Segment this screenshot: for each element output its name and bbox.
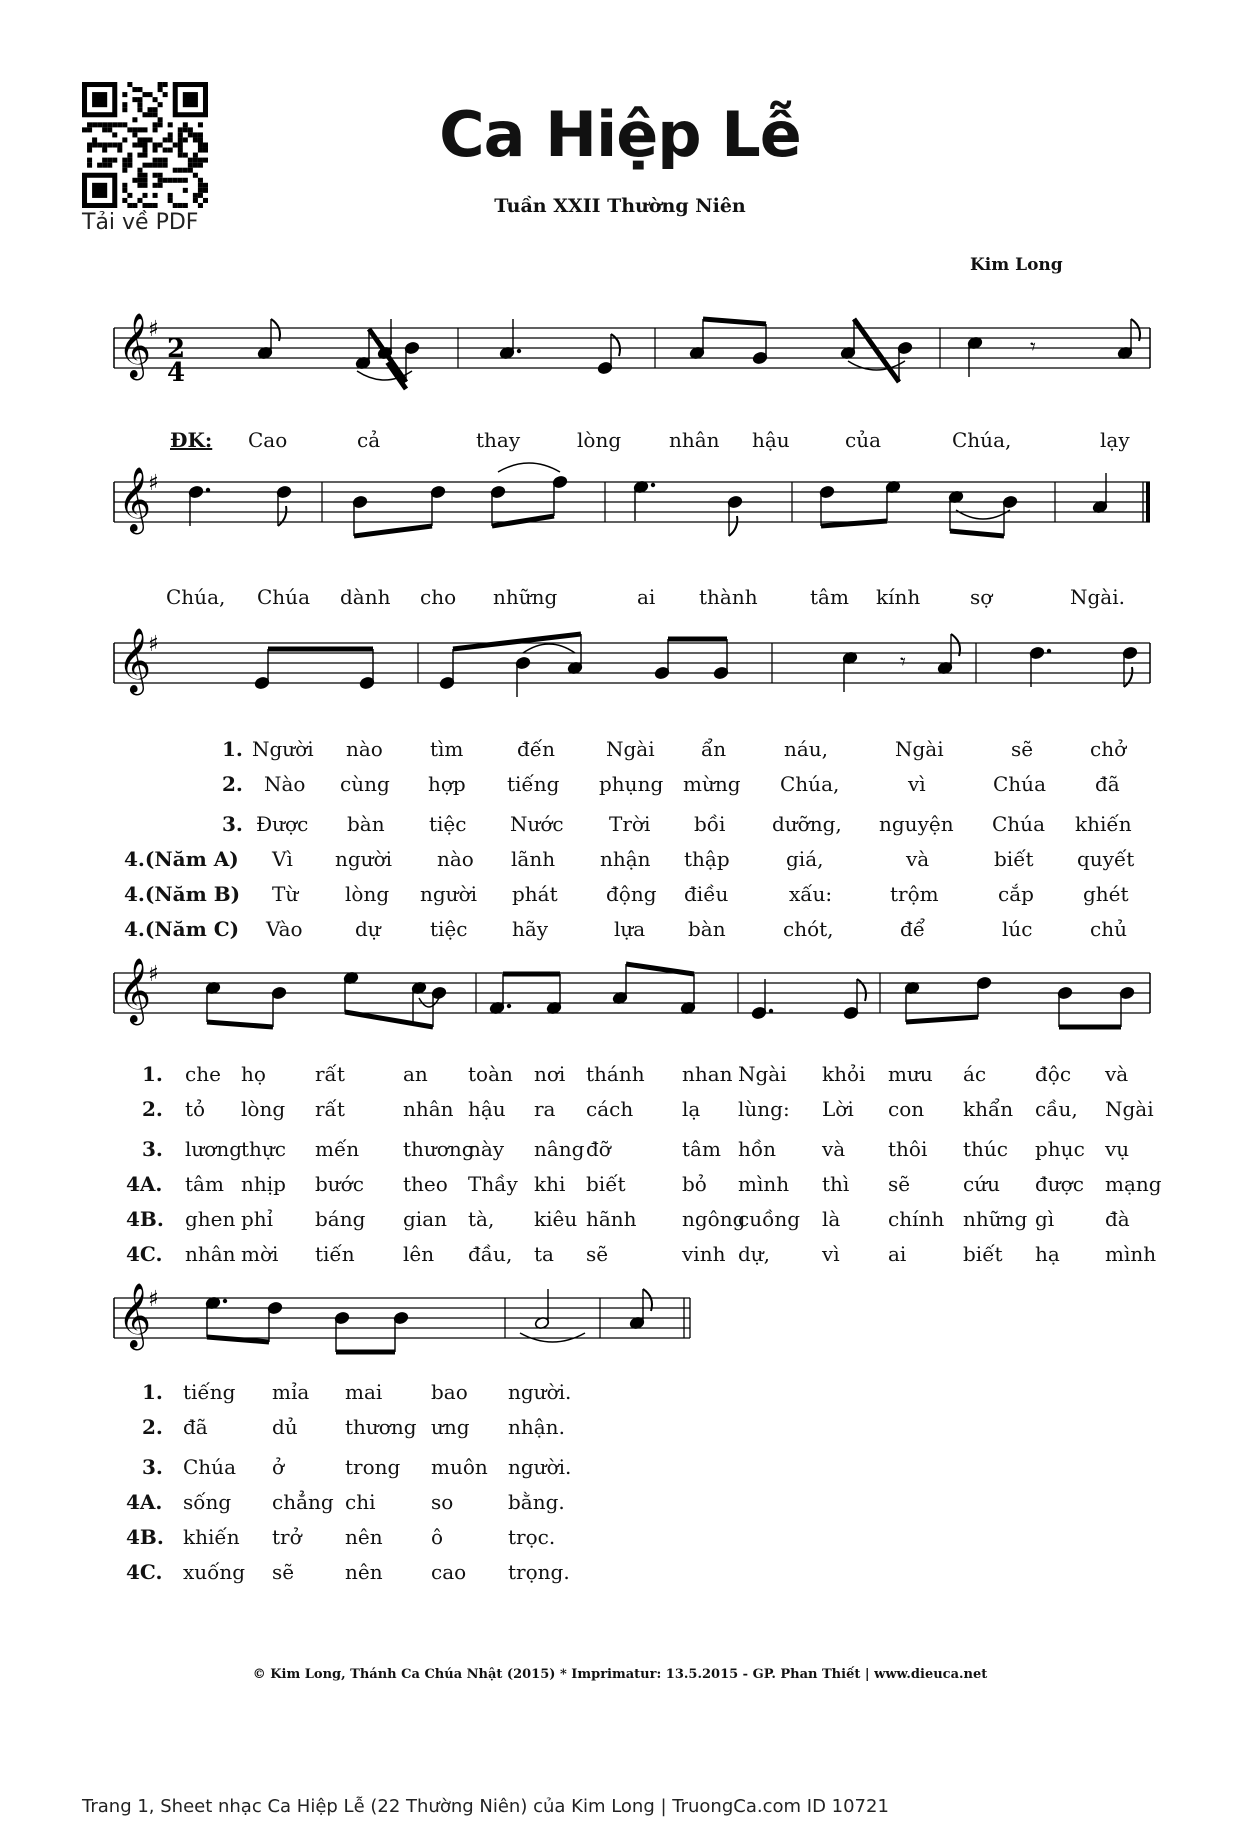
key-signature-sharp: ♯ <box>148 317 159 342</box>
lyric-word: biết <box>994 847 1034 871</box>
lyric-word: dự, <box>738 1242 771 1266</box>
lyric-word: khiến <box>1075 812 1132 836</box>
lyric-word: thì <box>822 1172 850 1196</box>
lyric-word: cứu <box>963 1172 1000 1196</box>
slur <box>523 644 575 653</box>
slur <box>956 510 1010 519</box>
eighth-rest: 𝄾 <box>1030 335 1036 360</box>
lyric-word: cắp <box>998 882 1034 906</box>
verse-label: 1. <box>142 1062 163 1086</box>
lyric-word: đầu, <box>468 1242 513 1266</box>
lyric-word: Chúa <box>992 812 1045 836</box>
lyric-word: người. <box>508 1455 572 1479</box>
lyric-word: chở <box>1090 737 1127 761</box>
lyric-word: Ngài <box>895 737 944 761</box>
lyric-word: đỡ <box>586 1137 611 1161</box>
lyric-word: người <box>335 847 393 871</box>
lyric-word: sẽ <box>888 1172 911 1196</box>
lyric-word: ô <box>431 1525 444 1549</box>
lyric-word: kiêu <box>534 1207 578 1231</box>
time-sig-top: 2 <box>167 334 186 364</box>
lyric-word: vì <box>908 772 926 796</box>
lyric-word: biết <box>963 1242 1003 1266</box>
lyric-word: Nào <box>264 772 306 796</box>
treble-clef: 𝄞 <box>118 958 152 1023</box>
lyric-word: kính <box>876 585 921 609</box>
beam <box>207 1022 273 1027</box>
lyric-word: mời <box>241 1242 279 1266</box>
lyric-word: tâm <box>185 1172 224 1196</box>
lyric-word: nguyện <box>879 812 954 836</box>
lyric-word: hãy <box>512 917 549 941</box>
lyric-word: tìm <box>430 737 464 761</box>
lyric-word: điều <box>684 882 729 906</box>
lyric-word: hồn <box>738 1137 776 1161</box>
lyric-word: cách <box>586 1097 634 1121</box>
lyric-word: tiếng <box>507 772 560 796</box>
copyright-line: © Kim Long, Thánh Ca Chúa Nhật (2015) * Imprimatur: 13.5.2015 - GP. Phan Thiết | www.dieuca.net <box>252 1667 988 1682</box>
lyric-word: nhân <box>185 1242 236 1266</box>
lyric-word: lòng <box>577 428 622 452</box>
lyric-word: bồi <box>694 812 726 836</box>
lyric-word: lạy <box>1100 428 1130 452</box>
verse-label: 4.(Năm B) <box>124 882 241 906</box>
lyric-word: ưng <box>431 1415 470 1439</box>
lyric-word: an <box>403 1062 428 1086</box>
lyric-word: để <box>900 917 926 941</box>
lyric-word: Chúa <box>183 1455 236 1479</box>
beam <box>906 1017 978 1022</box>
lyric-word: của <box>845 428 882 452</box>
lyric-word: cùng <box>340 772 390 796</box>
lyric-word: nhan <box>682 1062 733 1086</box>
lyric-word: vinh <box>682 1242 726 1266</box>
page-info: Trang 1, Sheet nhạc Ca Hiệp Lễ (22 Thường Niên) của Kim Long | TruongCa.com ID 10721 <box>82 1796 889 1817</box>
lyric-word: hạ <box>1035 1242 1060 1266</box>
lyric-word: tà, <box>468 1207 495 1231</box>
lyric-word: ghen <box>185 1207 236 1231</box>
lyric-word: náu, <box>784 737 829 761</box>
lyric-word: biết <box>586 1172 626 1196</box>
lyric-word: cầu, <box>1035 1097 1078 1121</box>
lyric-word: Được <box>256 812 309 836</box>
lyric-word: toàn <box>468 1062 513 1086</box>
note-dot <box>507 1004 511 1008</box>
lyric-word: ẩn <box>701 737 727 761</box>
note-dot <box>651 483 655 487</box>
lyric-word: mai <box>345 1380 383 1404</box>
lyric-word: ở <box>272 1455 285 1479</box>
lyric-word: cả <box>357 428 381 452</box>
note-dot <box>1047 649 1051 653</box>
lyric-word: lên <box>403 1242 435 1266</box>
lyric-word: ai <box>637 585 656 609</box>
lyric-word: gì <box>1035 1207 1055 1231</box>
lyric-word: chính <box>888 1207 945 1231</box>
treble-clef: 𝄞 <box>118 1283 152 1348</box>
lyric-word: tỏ <box>185 1097 206 1121</box>
lyric-word: cho <box>420 585 457 609</box>
slur <box>498 463 560 472</box>
lyric-word: lòng <box>345 882 390 906</box>
verse-label: 3. <box>142 1137 163 1161</box>
lyric-word: động <box>606 882 657 906</box>
lyric-word: trở <box>272 1525 302 1549</box>
lyric-word: nơi <box>534 1062 566 1086</box>
lyric-word: người. <box>508 1380 572 1404</box>
verse-label: 4A. <box>126 1490 163 1514</box>
verse-label: 2. <box>142 1097 163 1121</box>
lyric-word: phụng <box>599 772 664 796</box>
refrain-label: ĐK: <box>170 428 213 452</box>
lyric-word: sẽ <box>272 1560 295 1584</box>
lyric-word: giá, <box>786 847 824 871</box>
final-barline <box>1146 482 1150 522</box>
lyric-word: họ <box>241 1062 266 1086</box>
lyric-word: Chúa <box>257 585 310 609</box>
lyric-word: mình <box>738 1172 790 1196</box>
lyric-word: nên <box>345 1525 383 1549</box>
lyric-word: Chúa, <box>166 585 226 609</box>
verse-label: 2. <box>222 772 243 796</box>
lyric-word: là <box>822 1207 841 1231</box>
note-dot <box>517 349 521 353</box>
lyric-word: nên <box>345 1560 383 1584</box>
lyric-word: nhân <box>403 1097 454 1121</box>
song-title: Ca Hiệp Lễ <box>439 98 801 171</box>
lyric-word: cuồng <box>738 1207 801 1231</box>
lyric-word: bằng. <box>508 1490 565 1514</box>
verse-label: 3. <box>142 1455 163 1479</box>
lyric-word: lãnh <box>511 847 556 871</box>
lyric-word: thành <box>699 585 758 609</box>
lyric-word: con <box>888 1097 925 1121</box>
lyric-word: khi <box>534 1172 566 1196</box>
lyric-word: nhận. <box>508 1415 565 1439</box>
composer-name: Kim Long <box>970 255 1063 275</box>
lyric-word: xuống <box>183 1560 246 1584</box>
lyric-word: trộm <box>890 882 939 906</box>
lyric-word: Ngài <box>738 1062 787 1086</box>
verse-label: 4A. <box>126 1172 163 1196</box>
lyric-word: ngông <box>682 1207 746 1231</box>
lyric-word: thánh <box>586 1062 645 1086</box>
lyric-word: Chúa <box>993 772 1046 796</box>
lyric-word: Nước <box>510 812 564 836</box>
lyric-word: thay <box>476 428 521 452</box>
lyric-word: Ngài <box>606 737 655 761</box>
lyric-word: so <box>431 1490 454 1514</box>
beam <box>354 526 432 536</box>
lyric-word: nào <box>346 737 383 761</box>
lyric-word: hãnh <box>586 1207 637 1231</box>
lyric-word: bước <box>315 1172 364 1196</box>
verse-label: 1. <box>222 737 243 761</box>
lyric-word: trong <box>345 1455 401 1479</box>
verse-label: 4C. <box>126 1242 163 1266</box>
lyric-word: và <box>906 847 930 871</box>
download-pdf-link[interactable]: Tải về PDF <box>82 210 199 235</box>
lyric-word: vì <box>822 1242 840 1266</box>
lyric-word: Vào <box>266 917 303 941</box>
song-subtitle: Tuần XXII Thường Niên <box>494 195 746 217</box>
lyric-word: mạng <box>1105 1172 1162 1196</box>
eighth-rest: 𝄾 <box>900 650 906 675</box>
beam <box>703 319 766 324</box>
lyric-word: thực <box>241 1137 286 1161</box>
lyric-word: ghét <box>1083 882 1129 906</box>
lyric-word: rất <box>315 1097 345 1121</box>
lyric-word: lúc <box>1002 917 1033 941</box>
verse-label: 3. <box>222 812 243 836</box>
lyric-word: nhịp <box>241 1172 286 1196</box>
lyric-word: dưỡng, <box>772 812 842 836</box>
note-dot <box>223 1299 227 1303</box>
lyric-word: khiến <box>183 1525 240 1549</box>
key-signature-sharp: ♯ <box>148 962 159 987</box>
lyric-word: Lời <box>822 1097 854 1121</box>
lyric-word: ai <box>888 1242 907 1266</box>
lyric-word: tiếng <box>183 1380 236 1404</box>
lyric-word: này <box>468 1137 505 1161</box>
verse-label: 1. <box>142 1380 163 1404</box>
lyric-word: thôi <box>888 1137 928 1161</box>
lyric-word: xấu: <box>789 882 833 906</box>
lyric-word: sống <box>183 1490 232 1514</box>
lyric-word: lương <box>185 1137 243 1161</box>
verse-label: 4.(Năm A) <box>124 847 239 871</box>
lyric-word: Cao <box>248 428 288 452</box>
treble-clef: 𝄞 <box>118 313 152 378</box>
lyric-word: mừng <box>683 772 741 796</box>
lyric-word: tâm <box>810 585 849 609</box>
lyric-word: ra <box>534 1097 556 1121</box>
lyric-word: mến <box>315 1137 360 1161</box>
lyric-word: tiệc <box>429 812 467 836</box>
lyric-word: dự <box>355 917 381 941</box>
lyric-word: mưu <box>888 1062 933 1086</box>
time-sig-bottom: 4 <box>167 358 186 388</box>
lyric-word: mỉa <box>272 1380 310 1404</box>
lyric-word: thúc <box>963 1137 1008 1161</box>
lyric-word: báng <box>315 1207 366 1231</box>
lyric-word: bỏ <box>682 1172 707 1196</box>
verse-label: 4B. <box>126 1207 164 1231</box>
lyric-word: và <box>822 1137 846 1161</box>
lyric-word: phục <box>1035 1137 1085 1161</box>
lyric-word: được <box>1035 1172 1084 1196</box>
lyric-word: gian <box>403 1207 448 1231</box>
note-flag <box>857 979 866 1001</box>
verse-label: 4C. <box>126 1560 163 1584</box>
lyric-word: hậu <box>468 1097 506 1121</box>
lyric-word: người <box>420 882 478 906</box>
treble-clef: 𝄞 <box>118 628 152 693</box>
lyric-word: sẽ <box>1011 737 1034 761</box>
lyric-word: lạ <box>682 1097 701 1121</box>
lyric-word: trọc. <box>508 1525 556 1549</box>
lyric-word: nhận <box>600 847 651 871</box>
key-signature-sharp: ♯ <box>148 471 159 496</box>
lyric-word: khỏi <box>822 1062 866 1086</box>
lyric-word: chót, <box>783 917 834 941</box>
note-flag <box>729 516 737 536</box>
lyric-word: lòng <box>241 1097 286 1121</box>
beam <box>345 1012 433 1027</box>
lyric-word: ác <box>963 1062 987 1086</box>
lyric-word: nào <box>437 847 474 871</box>
lyric-word: Người <box>252 737 314 761</box>
lyric-word: đã <box>1095 772 1120 796</box>
lyric-word: chủ <box>1090 917 1127 941</box>
note-dot <box>206 488 210 492</box>
lyric-word: Ngài <box>1105 1097 1154 1121</box>
beam <box>492 516 554 526</box>
lyric-word: tiệc <box>430 917 468 941</box>
lyric-word: độc <box>1035 1062 1072 1086</box>
lyric-word: mình <box>1105 1242 1157 1266</box>
lyric-word: che <box>185 1062 221 1086</box>
lyric-word: trọng. <box>508 1560 570 1584</box>
lyric-word: phỉ <box>241 1207 274 1231</box>
lyric-word: sợ <box>970 585 993 609</box>
lyric-word: tâm <box>682 1137 721 1161</box>
lyric-word: và <box>1105 1062 1129 1086</box>
lyric-word: hậu <box>752 428 790 452</box>
lyric-word: Ngài. <box>1070 585 1125 609</box>
lyric-word: nhân <box>669 428 720 452</box>
lyric-word: tiến <box>315 1242 355 1266</box>
verse-label: 4B. <box>126 1525 164 1549</box>
lyric-word: đà <box>1105 1207 1130 1231</box>
lyric-word: chi <box>345 1490 376 1514</box>
key-signature-sharp: ♯ <box>148 632 159 657</box>
note-flag <box>1124 667 1132 687</box>
note-dot <box>769 1009 773 1013</box>
lyric-word: cao <box>431 1560 467 1584</box>
key-signature-sharp: ♯ <box>148 1287 159 1312</box>
lyric-word: quyết <box>1077 847 1135 871</box>
lyric-word: nâng <box>534 1137 585 1161</box>
lyric-word: lùng: <box>738 1097 790 1121</box>
lyric-word: đã <box>183 1415 208 1439</box>
beam <box>950 531 1004 536</box>
lyric-word: bàn <box>688 917 726 941</box>
lyric-word: những <box>493 585 558 609</box>
lyric-word: dành <box>340 585 391 609</box>
beam <box>369 329 406 382</box>
lyric-word: Chúa, <box>952 428 1012 452</box>
lyric-word: thương <box>403 1137 475 1161</box>
lyric-word: những <box>963 1207 1028 1231</box>
verse-label: 4.(Năm C) <box>124 917 240 941</box>
verse-label: 2. <box>142 1415 163 1439</box>
lyric-word: Vì <box>272 847 293 871</box>
lyric-word: ta <box>534 1242 554 1266</box>
lyric-word: chẳng <box>272 1490 334 1514</box>
lyric-word: bao <box>431 1380 468 1404</box>
lyric-word: Từ <box>272 882 299 906</box>
note-flag <box>278 506 286 526</box>
lyric-word: khẩn <box>963 1097 1014 1121</box>
lyric-word: vụ <box>1105 1137 1130 1161</box>
lyric-word: sẽ <box>586 1242 609 1266</box>
lyric-word: bàn <box>347 812 385 836</box>
lyric-word: phát <box>512 882 558 906</box>
lyric-word: lựa <box>614 917 646 941</box>
note-flag <box>611 334 620 356</box>
lyric-word: đến <box>517 737 555 761</box>
lyric-word: Thầy <box>468 1172 518 1196</box>
lyric-word: thập <box>684 847 730 871</box>
lyric-word: theo <box>403 1172 448 1196</box>
lyric-word: muôn <box>431 1455 488 1479</box>
treble-clef: 𝄞 <box>118 467 152 532</box>
lyric-word: hợp <box>428 772 466 796</box>
lyric-word: thương <box>345 1415 417 1439</box>
lyric-word: Trời <box>609 812 651 836</box>
lyric-word: dủ <box>272 1415 298 1439</box>
lyric-word: Chúa, <box>780 772 840 796</box>
slur <box>848 361 905 370</box>
lyric-word: rất <box>315 1062 345 1086</box>
